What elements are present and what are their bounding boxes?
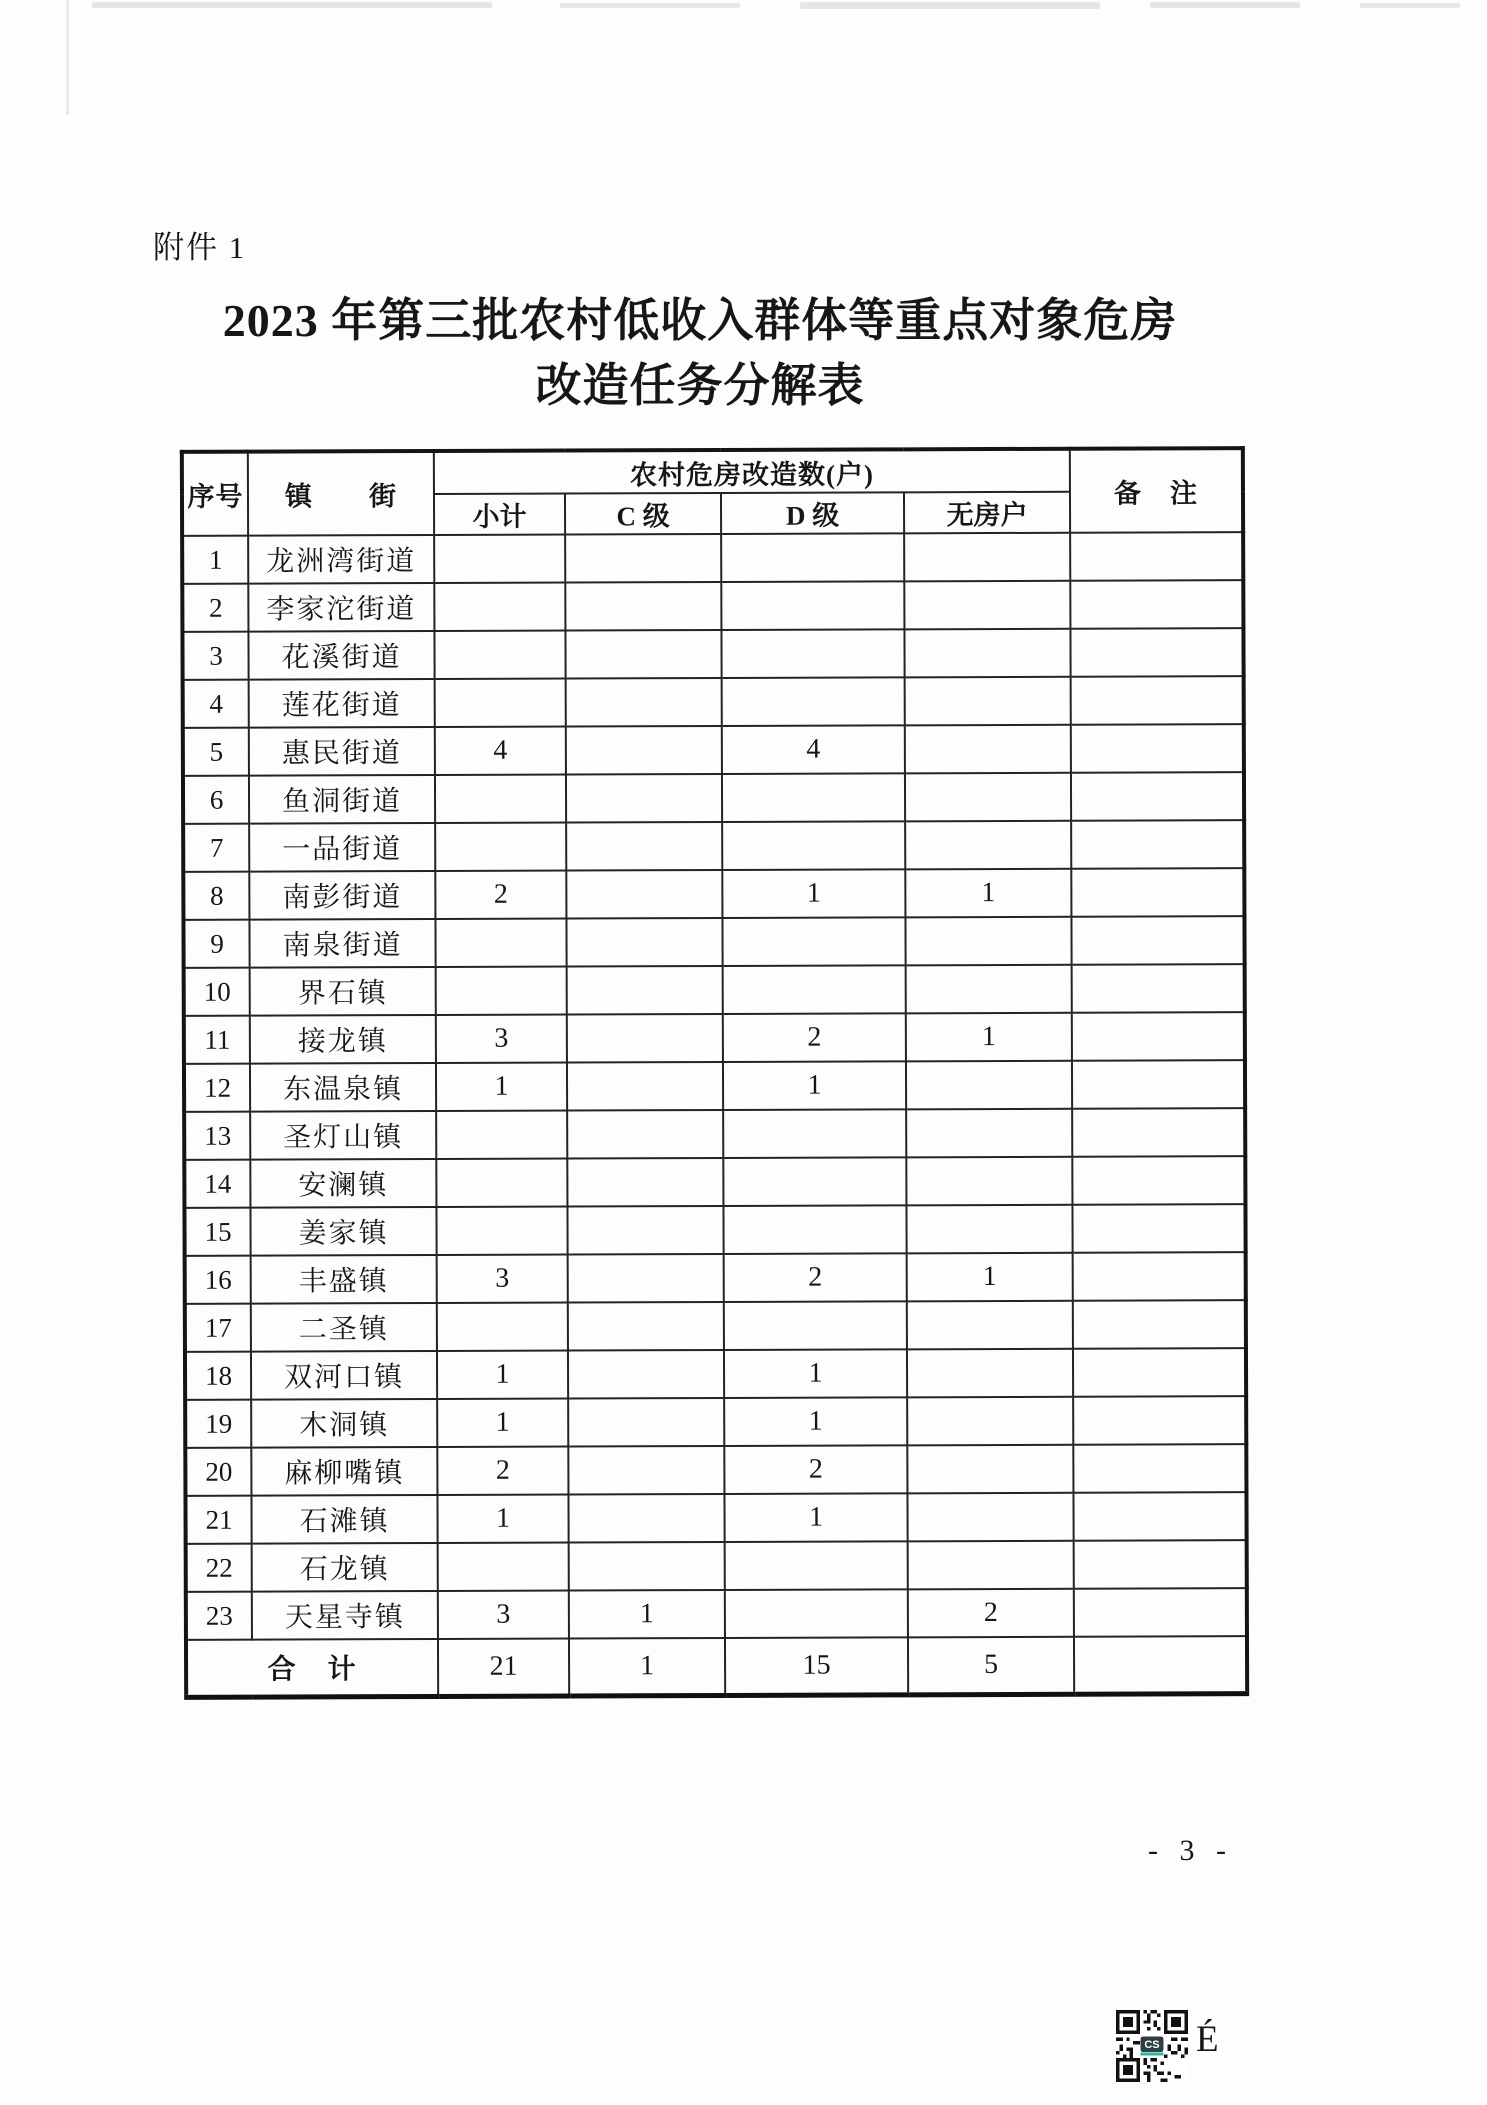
remark-cell (1073, 1348, 1246, 1397)
header-remark: 备 注 (1070, 448, 1243, 533)
grade-c-cell: 1 (569, 1590, 725, 1639)
table-row (185, 1252, 1246, 1304)
table-row (182, 532, 1243, 584)
remark-cell (1071, 868, 1244, 917)
total-grade-c-cell: 1 (569, 1638, 725, 1696)
header-town: 镇 街 (248, 451, 434, 536)
camscanner-qr-code (1116, 2010, 1188, 2082)
seq-cell: 16 (185, 1256, 251, 1304)
remark-cell (1073, 1396, 1246, 1445)
no-house-cell (906, 965, 1072, 1014)
total-grade-d-cell: 15 (725, 1637, 908, 1695)
town-cell: 姜家镇 (250, 1207, 436, 1256)
grade-c-cell (568, 1398, 724, 1447)
grade-d-cell: 1 (724, 1349, 907, 1398)
scan-artifact (92, 2, 492, 8)
total-row (186, 1636, 1247, 1697)
grade-d-cell (723, 965, 906, 1014)
no-house-cell (907, 1349, 1073, 1398)
table-row (182, 628, 1243, 680)
seq-cell: 11 (184, 1016, 250, 1064)
seq-cell: 3 (182, 632, 248, 680)
no-house-cell (905, 773, 1071, 822)
remark-cell (1071, 772, 1244, 821)
remark-cell (1071, 820, 1244, 869)
grade-c-cell (569, 1542, 725, 1591)
no-house-cell (904, 533, 1070, 582)
grade-d-cell: 1 (722, 869, 905, 918)
town-cell: 东温泉镇 (250, 1063, 436, 1112)
grade-c-cell (565, 630, 721, 679)
grade-c-cell (567, 1110, 723, 1159)
town-cell: 南泉街道 (249, 919, 435, 968)
subtotal-cell: 4 (435, 727, 566, 775)
seq-cell: 13 (184, 1112, 250, 1160)
town-cell: 木洞镇 (251, 1399, 437, 1448)
seq-cell: 2 (182, 584, 248, 632)
town-cell: 鱼洞街道 (249, 775, 435, 824)
grade-d-cell (722, 917, 905, 966)
attachment-label: 附件 1 (153, 230, 247, 265)
total-remark-cell (1074, 1636, 1247, 1694)
grade-c-cell (565, 582, 721, 631)
remark-cell (1073, 1204, 1246, 1253)
no-house-cell (905, 677, 1071, 726)
subtotal-cell: 2 (437, 1447, 568, 1495)
grade-c-cell (568, 1302, 724, 1351)
remark-cell (1072, 1060, 1245, 1109)
no-house-cell (908, 1541, 1074, 1590)
grade-d-cell: 1 (723, 1061, 906, 1110)
scan-artifact (560, 3, 740, 8)
seq-cell: 8 (183, 872, 249, 920)
table-row (183, 724, 1244, 776)
table-row (183, 820, 1244, 872)
grade-c-cell (566, 678, 722, 727)
remark-cell (1074, 1492, 1247, 1541)
subtotal-cell (434, 631, 565, 679)
no-house-cell: 1 (905, 869, 1071, 918)
seq-cell: 19 (185, 1400, 251, 1448)
no-house-cell (905, 725, 1071, 774)
grade-c-cell (567, 1014, 723, 1063)
watermark-letter: É (1196, 2019, 1219, 2060)
seq-cell: 7 (183, 824, 249, 872)
subtotal-cell (437, 1303, 568, 1351)
subtotal-cell: 1 (436, 1063, 567, 1111)
no-house-cell (904, 629, 1070, 678)
table-row (186, 1540, 1247, 1592)
grade-d-cell: 1 (724, 1397, 907, 1446)
grade-d-cell (722, 821, 905, 870)
task-breakdown-table-wrap (180, 446, 1247, 1700)
subtotal-cell: 1 (437, 1399, 568, 1447)
seq-cell: 20 (185, 1448, 251, 1496)
no-house-cell (907, 1301, 1073, 1350)
no-house-cell (904, 581, 1070, 630)
no-house-cell (906, 1205, 1072, 1254)
no-house-cell (906, 1061, 1072, 1110)
town-cell: 二圣镇 (251, 1303, 437, 1352)
seq-cell: 17 (185, 1304, 251, 1352)
grade-c-cell (568, 1350, 724, 1399)
grade-c-cell (567, 966, 723, 1015)
subtotal-cell: 1 (437, 1495, 568, 1543)
header-grade-c: C 级 (565, 493, 721, 535)
town-cell: 圣灯山镇 (250, 1111, 436, 1160)
town-cell: 安澜镇 (250, 1159, 436, 1208)
remark-cell (1073, 1444, 1246, 1493)
remark-cell (1071, 724, 1244, 773)
seq-cell: 22 (186, 1544, 252, 1592)
subtotal-cell (436, 1111, 567, 1159)
table-row (184, 1108, 1245, 1160)
seq-cell: 23 (186, 1592, 252, 1640)
remark-cell (1074, 1540, 1247, 1589)
table-row (184, 1012, 1245, 1064)
seq-cell: 15 (184, 1208, 250, 1256)
table-row (185, 1396, 1246, 1448)
document-title-line1: 2023 年第三批农村低收入群体等重点对象危房 (222, 295, 1178, 346)
seq-cell: 10 (184, 968, 250, 1016)
town-cell: 双河口镇 (251, 1351, 437, 1400)
grade-c-cell (566, 822, 722, 871)
grade-d-cell (722, 677, 905, 726)
grade-d-cell (722, 773, 905, 822)
grade-d-cell: 2 (724, 1445, 907, 1494)
grade-c-cell (566, 774, 722, 823)
no-house-cell (905, 821, 1071, 870)
subtotal-cell: 2 (435, 871, 566, 919)
subtotal-cell (434, 583, 565, 631)
grade-d-cell (725, 1541, 908, 1590)
town-cell: 惠民街道 (249, 727, 435, 776)
remark-cell (1071, 676, 1244, 725)
seq-cell: 6 (183, 776, 249, 824)
remark-cell (1070, 532, 1243, 581)
seq-cell: 1 (182, 536, 248, 584)
remark-cell (1073, 1300, 1246, 1349)
table-row (185, 1300, 1246, 1352)
town-cell: 界石镇 (250, 967, 436, 1016)
header-subtotal: 小计 (434, 494, 565, 535)
grade-d-cell: 2 (723, 1013, 906, 1062)
seq-cell: 4 (183, 680, 249, 728)
grade-d-cell: 2 (724, 1253, 907, 1302)
grade-d-cell (721, 581, 904, 630)
subtotal-cell (434, 535, 565, 583)
seq-cell: 14 (184, 1160, 250, 1208)
grade-d-cell (723, 1157, 906, 1206)
remark-cell (1072, 1156, 1245, 1205)
grade-c-cell (567, 1158, 723, 1207)
grade-d-cell (725, 1589, 908, 1638)
remark-cell (1072, 964, 1245, 1013)
town-cell: 石滩镇 (251, 1495, 437, 1544)
scan-artifact (800, 2, 1100, 9)
town-cell: 一品街道 (249, 823, 435, 872)
remark-cell (1073, 1252, 1246, 1301)
town-cell: 丰盛镇 (251, 1255, 437, 1304)
seq-cell: 9 (183, 920, 249, 968)
subtotal-cell: 3 (436, 1015, 567, 1063)
subtotal-cell (435, 919, 566, 967)
remark-cell (1070, 580, 1243, 629)
remark-cell (1070, 628, 1243, 677)
no-house-cell: 1 (906, 1013, 1072, 1062)
town-cell: 莲花街道 (249, 679, 435, 728)
grade-c-cell (566, 870, 722, 919)
remark-cell (1072, 916, 1245, 965)
seq-cell: 21 (185, 1496, 251, 1544)
subtotal-cell (438, 1543, 569, 1591)
table-row (185, 1492, 1246, 1544)
no-house-cell (907, 1397, 1073, 1446)
table-row (183, 676, 1244, 728)
subtotal-cell (435, 775, 566, 823)
table-row (183, 916, 1244, 968)
subtotal-cell (435, 823, 566, 871)
subtotal-cell: 3 (437, 1255, 568, 1303)
town-cell: 石龙镇 (252, 1543, 438, 1592)
table-row (184, 964, 1245, 1016)
document-title (150, 288, 1250, 419)
grade-c-cell (568, 1494, 724, 1543)
page-number: - 3 - (1148, 1834, 1233, 1867)
table-row (182, 580, 1243, 632)
town-cell: 南彭街道 (249, 871, 435, 920)
header-group: 农村危房改造数(户) (434, 449, 1070, 494)
grade-d-cell: 1 (724, 1493, 907, 1542)
grade-c-cell (566, 726, 722, 775)
town-cell: 李家沱街道 (248, 583, 434, 632)
no-house-cell (905, 917, 1071, 966)
table-row (184, 1060, 1245, 1112)
table-row (185, 1348, 1246, 1400)
table-body (182, 532, 1247, 1640)
remark-cell (1074, 1588, 1247, 1637)
grade-c-cell (567, 1206, 723, 1255)
grade-c-cell (568, 1254, 724, 1303)
total-subtotal-cell: 21 (438, 1639, 569, 1697)
seq-cell: 18 (185, 1352, 251, 1400)
table-row (185, 1444, 1246, 1496)
header-seq: 序号 (182, 452, 248, 536)
header-no-house: 无房户 (904, 492, 1070, 534)
subtotal-cell (436, 967, 567, 1015)
grade-d-cell (721, 629, 904, 678)
no-house-cell: 2 (908, 1589, 1074, 1638)
grade-c-cell (566, 918, 722, 967)
subtotal-cell (435, 679, 566, 727)
table-row (183, 772, 1244, 824)
town-cell: 花溪街道 (248, 631, 434, 680)
grade-d-cell (724, 1301, 907, 1350)
seq-cell: 12 (184, 1064, 250, 1112)
grade-d-cell: 4 (722, 725, 905, 774)
scan-edge-line (66, 0, 69, 115)
subtotal-cell: 1 (437, 1351, 568, 1399)
total-no-house-cell: 5 (908, 1637, 1074, 1695)
grade-d-cell (721, 533, 904, 582)
town-cell: 天星寺镇 (252, 1591, 438, 1640)
town-cell: 龙洲湾街道 (248, 535, 434, 584)
no-house-cell (907, 1445, 1073, 1494)
town-cell: 麻柳嘴镇 (251, 1447, 437, 1496)
table-row (186, 1588, 1247, 1640)
qr-badge-label: CS (1144, 2039, 1160, 2052)
grade-d-cell (723, 1205, 906, 1254)
header-grade-d: D 级 (721, 492, 904, 534)
remark-cell (1072, 1012, 1245, 1061)
subtotal-cell: 3 (438, 1591, 569, 1639)
table-row (184, 1156, 1245, 1208)
document-title-line2: 改造任务分解表 (535, 360, 865, 412)
task-breakdown-table (180, 446, 1249, 1700)
no-house-cell (907, 1493, 1073, 1542)
scan-artifact (1150, 2, 1300, 8)
no-house-cell (906, 1157, 1072, 1206)
grade-c-cell (567, 1062, 723, 1111)
table-row (183, 868, 1244, 920)
no-house-cell: 1 (907, 1253, 1073, 1302)
scan-artifact (1360, 3, 1460, 8)
town-cell: 接龙镇 (250, 1015, 436, 1064)
no-house-cell (906, 1109, 1072, 1158)
subtotal-cell (436, 1159, 567, 1207)
grade-c-cell (568, 1446, 724, 1495)
grade-c-cell (565, 534, 721, 583)
total-label-cell: 合 计 (186, 1639, 438, 1697)
table-row (184, 1204, 1245, 1256)
grade-d-cell (723, 1109, 906, 1158)
remark-cell (1072, 1108, 1245, 1157)
subtotal-cell (436, 1207, 567, 1255)
seq-cell: 5 (183, 728, 249, 776)
